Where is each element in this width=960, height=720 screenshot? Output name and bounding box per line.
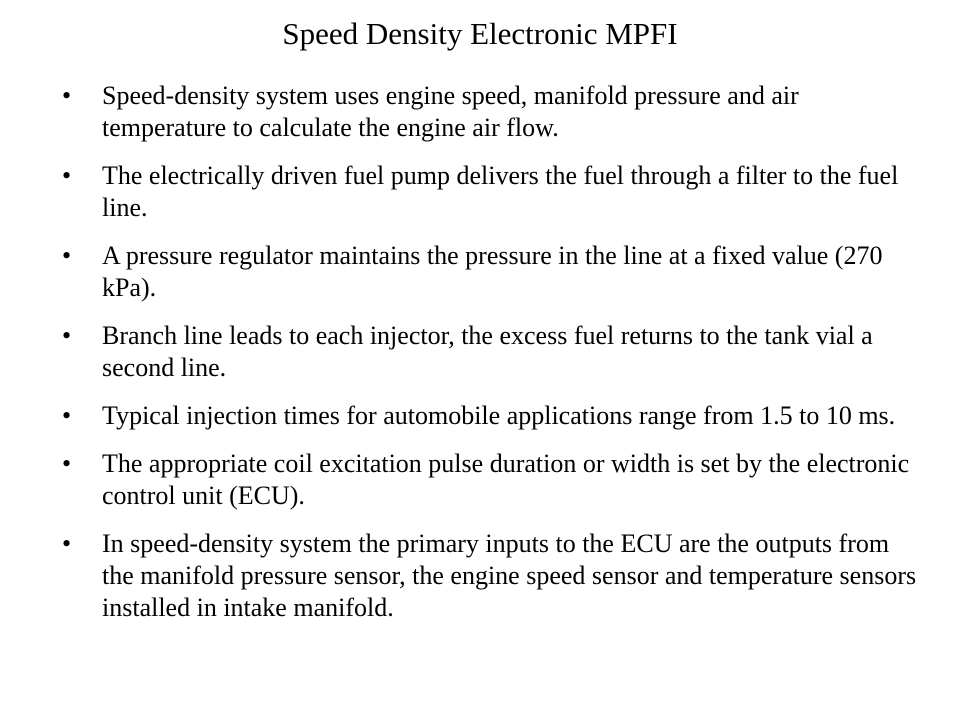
- bullet-text: In speed-density system the primary inputs to the ECU are the outputs from the manifold pressure sensor, the engine speed sensor and temperature sensors installed in intake manifold.: [102, 529, 917, 622]
- bullet-item-7: [62, 528, 922, 624]
- bullet-item-4: [62, 320, 922, 384]
- bullet-item-6: [62, 448, 922, 512]
- bullet-text: Branch line leads to each injector, the excess fuel returns to the tank vial a second line.: [102, 321, 873, 382]
- bullet-item-1: [62, 80, 922, 144]
- bullet-dot: •: [62, 529, 72, 558]
- bullet-dot: •: [62, 161, 72, 190]
- bullet-text: A pressure regulator maintains the pressure in the line at a fixed value (270 kPa).: [102, 241, 883, 302]
- bullet-dot: •: [62, 241, 72, 270]
- bullet-dot: •: [62, 81, 72, 110]
- bullet-text: The appropriate coil excitation pulse duration or width is set by the electronic control unit (ECU).: [102, 449, 910, 510]
- bullet-dot: •: [62, 449, 72, 478]
- bullet-list: [62, 80, 922, 640]
- bullet-dot: •: [62, 401, 72, 430]
- bullet-item-3: [62, 240, 922, 304]
- bullet-item-2: [62, 160, 922, 224]
- bullet-dot: •: [62, 321, 72, 350]
- bullet-text: Typical injection times for automobile applications range from 1.5 to 10 ms.: [102, 401, 896, 430]
- bullet-text: Speed-density system uses engine speed, manifold pressure and air temperature to calculate the engine air flow.: [102, 81, 799, 142]
- bullet-text: The electrically driven fuel pump delivers the fuel through a filter to the fuel line.: [102, 161, 899, 222]
- slide-title: Speed Density Electronic MPFI: [282, 16, 678, 51]
- bullet-item-5: [62, 400, 922, 432]
